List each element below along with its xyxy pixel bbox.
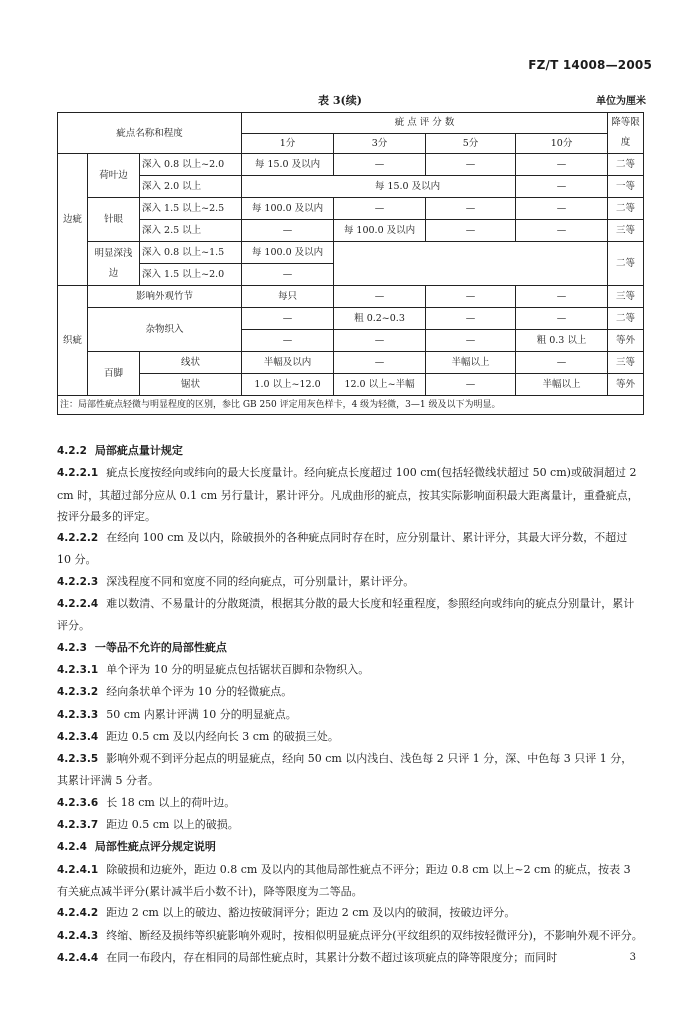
- clause: [57, 704, 643, 726]
- cell-score-5: —: [426, 198, 516, 220]
- clause-number: 4.2.3: [57, 641, 87, 654]
- row-desc: 深入 1.5 以上~2.5: [140, 198, 242, 220]
- clause-number: 4.2.3.3: [57, 708, 99, 721]
- cell-score-10: —: [516, 286, 608, 308]
- cell-score-1: —: [242, 330, 334, 352]
- cell-score-10: —: [516, 220, 608, 242]
- clause-text: 在经向 100 cm 及以内，除破损外的各种疵点同时存在时，应分别量计、累计评分，其最大评分数，不超过 10 分。: [57, 531, 628, 567]
- cell-grade: 等外: [608, 374, 644, 396]
- cell-score-1: 每 100.0 及以内: [242, 198, 334, 220]
- clause-text: 距边 0.5 cm 以上的破损。: [106, 818, 239, 832]
- clause-text: 50 cm 内累计评满 10 分的明显疵点。: [106, 707, 297, 721]
- clause-number: 4.2.3.5: [57, 753, 99, 766]
- clause-text: 疵点长度按经向或纬向的最大长度量计。经向疵点长度超过 100 cm(包括轻微线状超过 50 cm)或破洞超过 2 cm 时，其超过部分应从 0.1 cm 另行量计，累计评分。凡成曲形的疵点，按其实际影响面积最大距离量计，重叠疵点，按评分最多的评定。: [57, 466, 639, 523]
- cell-grade: 三等: [608, 352, 644, 374]
- subgroup-stray-fiber: 杂物织入: [88, 308, 242, 352]
- clause: [57, 659, 643, 681]
- cell-score-3: —: [334, 286, 426, 308]
- header-score-1: 1分: [242, 133, 334, 154]
- group-weave: 织疵: [58, 286, 88, 396]
- cell-score-3: —: [334, 330, 426, 352]
- header-score-3: 3分: [334, 133, 426, 154]
- cell-score-1: 每只: [242, 286, 334, 308]
- clause-text: 距边 0.5 cm 及以内经向长 3 cm 的破损三处。: [106, 729, 339, 743]
- cell-score-5: —: [426, 330, 516, 352]
- row-desc: 深入 1.5 以上~2.0: [140, 264, 242, 286]
- cell-score-10: 半幅以上: [516, 374, 608, 396]
- cell-score-1: —: [242, 264, 334, 286]
- clause: [57, 859, 643, 903]
- clause: [57, 726, 643, 748]
- clause: [57, 571, 643, 593]
- clause-text: 在同一布段内，存在相同的局部性疵点时，其累计分数不超过该项疵点的降等限度分；而同时: [106, 950, 558, 964]
- section-heading: [57, 836, 643, 858]
- clause-number: 4.2.4.3: [57, 929, 99, 942]
- section-heading: [57, 637, 643, 659]
- cell-score-5: —: [426, 308, 516, 330]
- clause-text: 终缩、断经及损纬等织疵影响外观时，按相似明显疵点评分(平纹组织的双纬按轻微评分)，不影响外观不评分。: [106, 928, 643, 942]
- cell-score-1: 每 15.0 及以内: [242, 154, 334, 176]
- clause-number: 4.2.4.2: [57, 907, 99, 920]
- clause-text: 经向条状单个评为 10 分的轻微疵点。: [106, 685, 293, 699]
- table-row: [58, 286, 644, 308]
- clause-text: 深浅程度不同和宽度不同的经向疵点，可分别量计，累计评分。: [106, 574, 415, 588]
- clause-number: 4.2.2: [57, 445, 87, 457]
- cell-grade: 二等: [608, 242, 644, 286]
- cell-score-10: —: [516, 154, 608, 176]
- header-score-10: 10分: [516, 133, 608, 154]
- clause-text: 局部性疵点评分规定说明: [94, 840, 216, 854]
- header-score: 疵 点 评 分 数: [242, 113, 608, 134]
- cell-score-10: —: [516, 352, 608, 374]
- table-row: [58, 176, 644, 198]
- clause-text: 距边 2 cm 以上的破边、豁边按破洞评分；距边 2 cm 及以内的破洞，按破边评分。: [106, 906, 516, 920]
- section-heading: [57, 440, 643, 462]
- table-unit: 单位为厘米: [596, 96, 646, 107]
- cell-score-5: 半幅以上: [426, 352, 516, 374]
- cell-score-5: —: [426, 374, 516, 396]
- clause: [57, 792, 643, 814]
- cell-score-1: 半幅及以内: [242, 352, 334, 374]
- clause: [57, 947, 643, 969]
- body-text: [57, 440, 643, 969]
- subgroup-needle: 针眼: [88, 198, 140, 242]
- clause: [57, 462, 643, 527]
- table-row: [58, 198, 644, 220]
- clause-number: 4.2.3.7: [57, 819, 99, 832]
- table-row: [58, 308, 644, 330]
- clause: [57, 527, 643, 571]
- cell-grade: 二等: [608, 154, 644, 176]
- header-score-5: 5分: [426, 133, 516, 154]
- clause: [57, 814, 643, 836]
- subgroup-lotus-edge: 荷叶边: [88, 154, 140, 198]
- cell-score-5: —: [426, 154, 516, 176]
- cell-score-5: —: [426, 220, 516, 242]
- clause: [57, 681, 643, 703]
- page-number: 3: [629, 952, 636, 963]
- cell-score-1-to-5: 每 15.0 及以内: [242, 176, 516, 198]
- clause-number: 4.2.3.1: [57, 663, 99, 676]
- clause: [57, 748, 643, 792]
- cell-score-1: —: [242, 220, 334, 242]
- row-desc: 锯状: [140, 374, 242, 396]
- table-row: [58, 374, 644, 396]
- row-desc: 深入 2.0 以上: [140, 176, 242, 198]
- table-row: [58, 220, 644, 242]
- row-desc: 影响外观竹节: [88, 286, 242, 308]
- cell-grade: 三等: [608, 286, 644, 308]
- table-note: 注：局部性疵点轻微与明显程度的区别，参比 GB 250 评定用灰色样卡，4 级为轻微，3—1 级及以下为明显。: [58, 396, 644, 415]
- cell-score-3: —: [334, 352, 426, 374]
- clause-number: 4.2.2.4: [57, 598, 99, 611]
- cell-score-10: 粗 0.3 以上: [516, 330, 608, 352]
- clause-text: 除破损和边疵外，距边 0.8 cm 及以内的其他局部性疵点不评分；距边 0.8 cm 以上~2 cm 的疵点，按表 3 有关疵点减半评分(累计减半后小数不计)，降等限度为二等品。: [57, 862, 631, 898]
- row-desc: 深入 0.8 以上~2.0: [140, 154, 242, 176]
- clause-number: 4.2.2.3: [57, 575, 99, 588]
- cell-score-10: —: [516, 176, 608, 198]
- subgroup-shade-edge: 明显深浅边: [88, 242, 140, 286]
- cell-score-1: 每 100.0 及以内: [242, 242, 334, 264]
- clause-text: 一等品不允许的局部性疵点: [94, 640, 227, 654]
- clause-number: 4.2.2.1: [57, 467, 99, 480]
- cell-score-1: —: [242, 308, 334, 330]
- clause: [57, 925, 643, 947]
- cell-merged-blank: [334, 242, 608, 286]
- cell-score-3: 12.0 以上~半幅: [334, 374, 426, 396]
- group-edge: 边疵: [58, 154, 88, 286]
- cell-score-5: —: [426, 286, 516, 308]
- cell-grade: 二等: [608, 198, 644, 220]
- table-row: [58, 242, 644, 264]
- clause-number: 4.2.3.2: [57, 686, 99, 699]
- header-grade-limit: 降等限度: [608, 113, 644, 154]
- cell-score-3: —: [334, 154, 426, 176]
- clause-number: 4.2.4.4: [57, 951, 99, 964]
- cell-score-3: 每 100.0 及以内: [334, 220, 426, 242]
- cell-score-10: —: [516, 308, 608, 330]
- clause-number: 4.2.4: [57, 841, 87, 854]
- row-desc: 线状: [140, 352, 242, 374]
- standard-code: FZ/T 14008—2005: [528, 58, 652, 72]
- cell-grade: 二等: [608, 308, 644, 330]
- clause-number: 4.2.3.4: [57, 730, 99, 743]
- table-caption-row: [0, 92, 696, 108]
- table-title: 表 3(续): [318, 94, 362, 107]
- cell-grade: 一等: [608, 176, 644, 198]
- cell-score-3: 粗 0.2~0.3: [334, 308, 426, 330]
- cell-score-10: —: [516, 198, 608, 220]
- cell-grade: 三等: [608, 220, 644, 242]
- row-desc: 深入 2.5 以上: [140, 220, 242, 242]
- clause-text: 影响外观不到评分起点的明显疵点，经向 50 cm 以内浅白、浅色每 2 只评 1 分，深、中色每 3 只评 1 分，其累计评满 5 分者。: [57, 752, 633, 788]
- header-defect-name: 疵点名称和程度: [58, 113, 242, 154]
- cell-grade: 等外: [608, 330, 644, 352]
- table-row: [58, 352, 644, 374]
- cell-score-1: 1.0 以上~12.0: [242, 374, 334, 396]
- clause-text: 单个评为 10 分的明显疵点包括锯状百脚和杂物织入。: [106, 662, 370, 676]
- clause-number: 4.2.2.2: [57, 532, 99, 545]
- clause-text: 局部疵点量计规定: [94, 444, 183, 457]
- cell-score-3: —: [334, 198, 426, 220]
- subgroup-centipede: 百脚: [88, 352, 140, 396]
- defect-score-table: [57, 112, 644, 415]
- clause-text: 难以数清、不易量计的分散斑渍，根据其分散的最大长度和轻重程度，参照经向或纬向的疵点分别量计，累计评分。: [57, 597, 635, 633]
- clause: [57, 902, 643, 924]
- table-row: [58, 154, 644, 176]
- clause-text: 长 18 cm 以上的荷叶边。: [106, 795, 236, 809]
- clause-number: 4.2.4.1: [57, 863, 99, 876]
- clause-number: 4.2.3.6: [57, 796, 99, 809]
- row-desc: 深入 0.8 以上~1.5: [140, 242, 242, 264]
- clause: [57, 593, 643, 637]
